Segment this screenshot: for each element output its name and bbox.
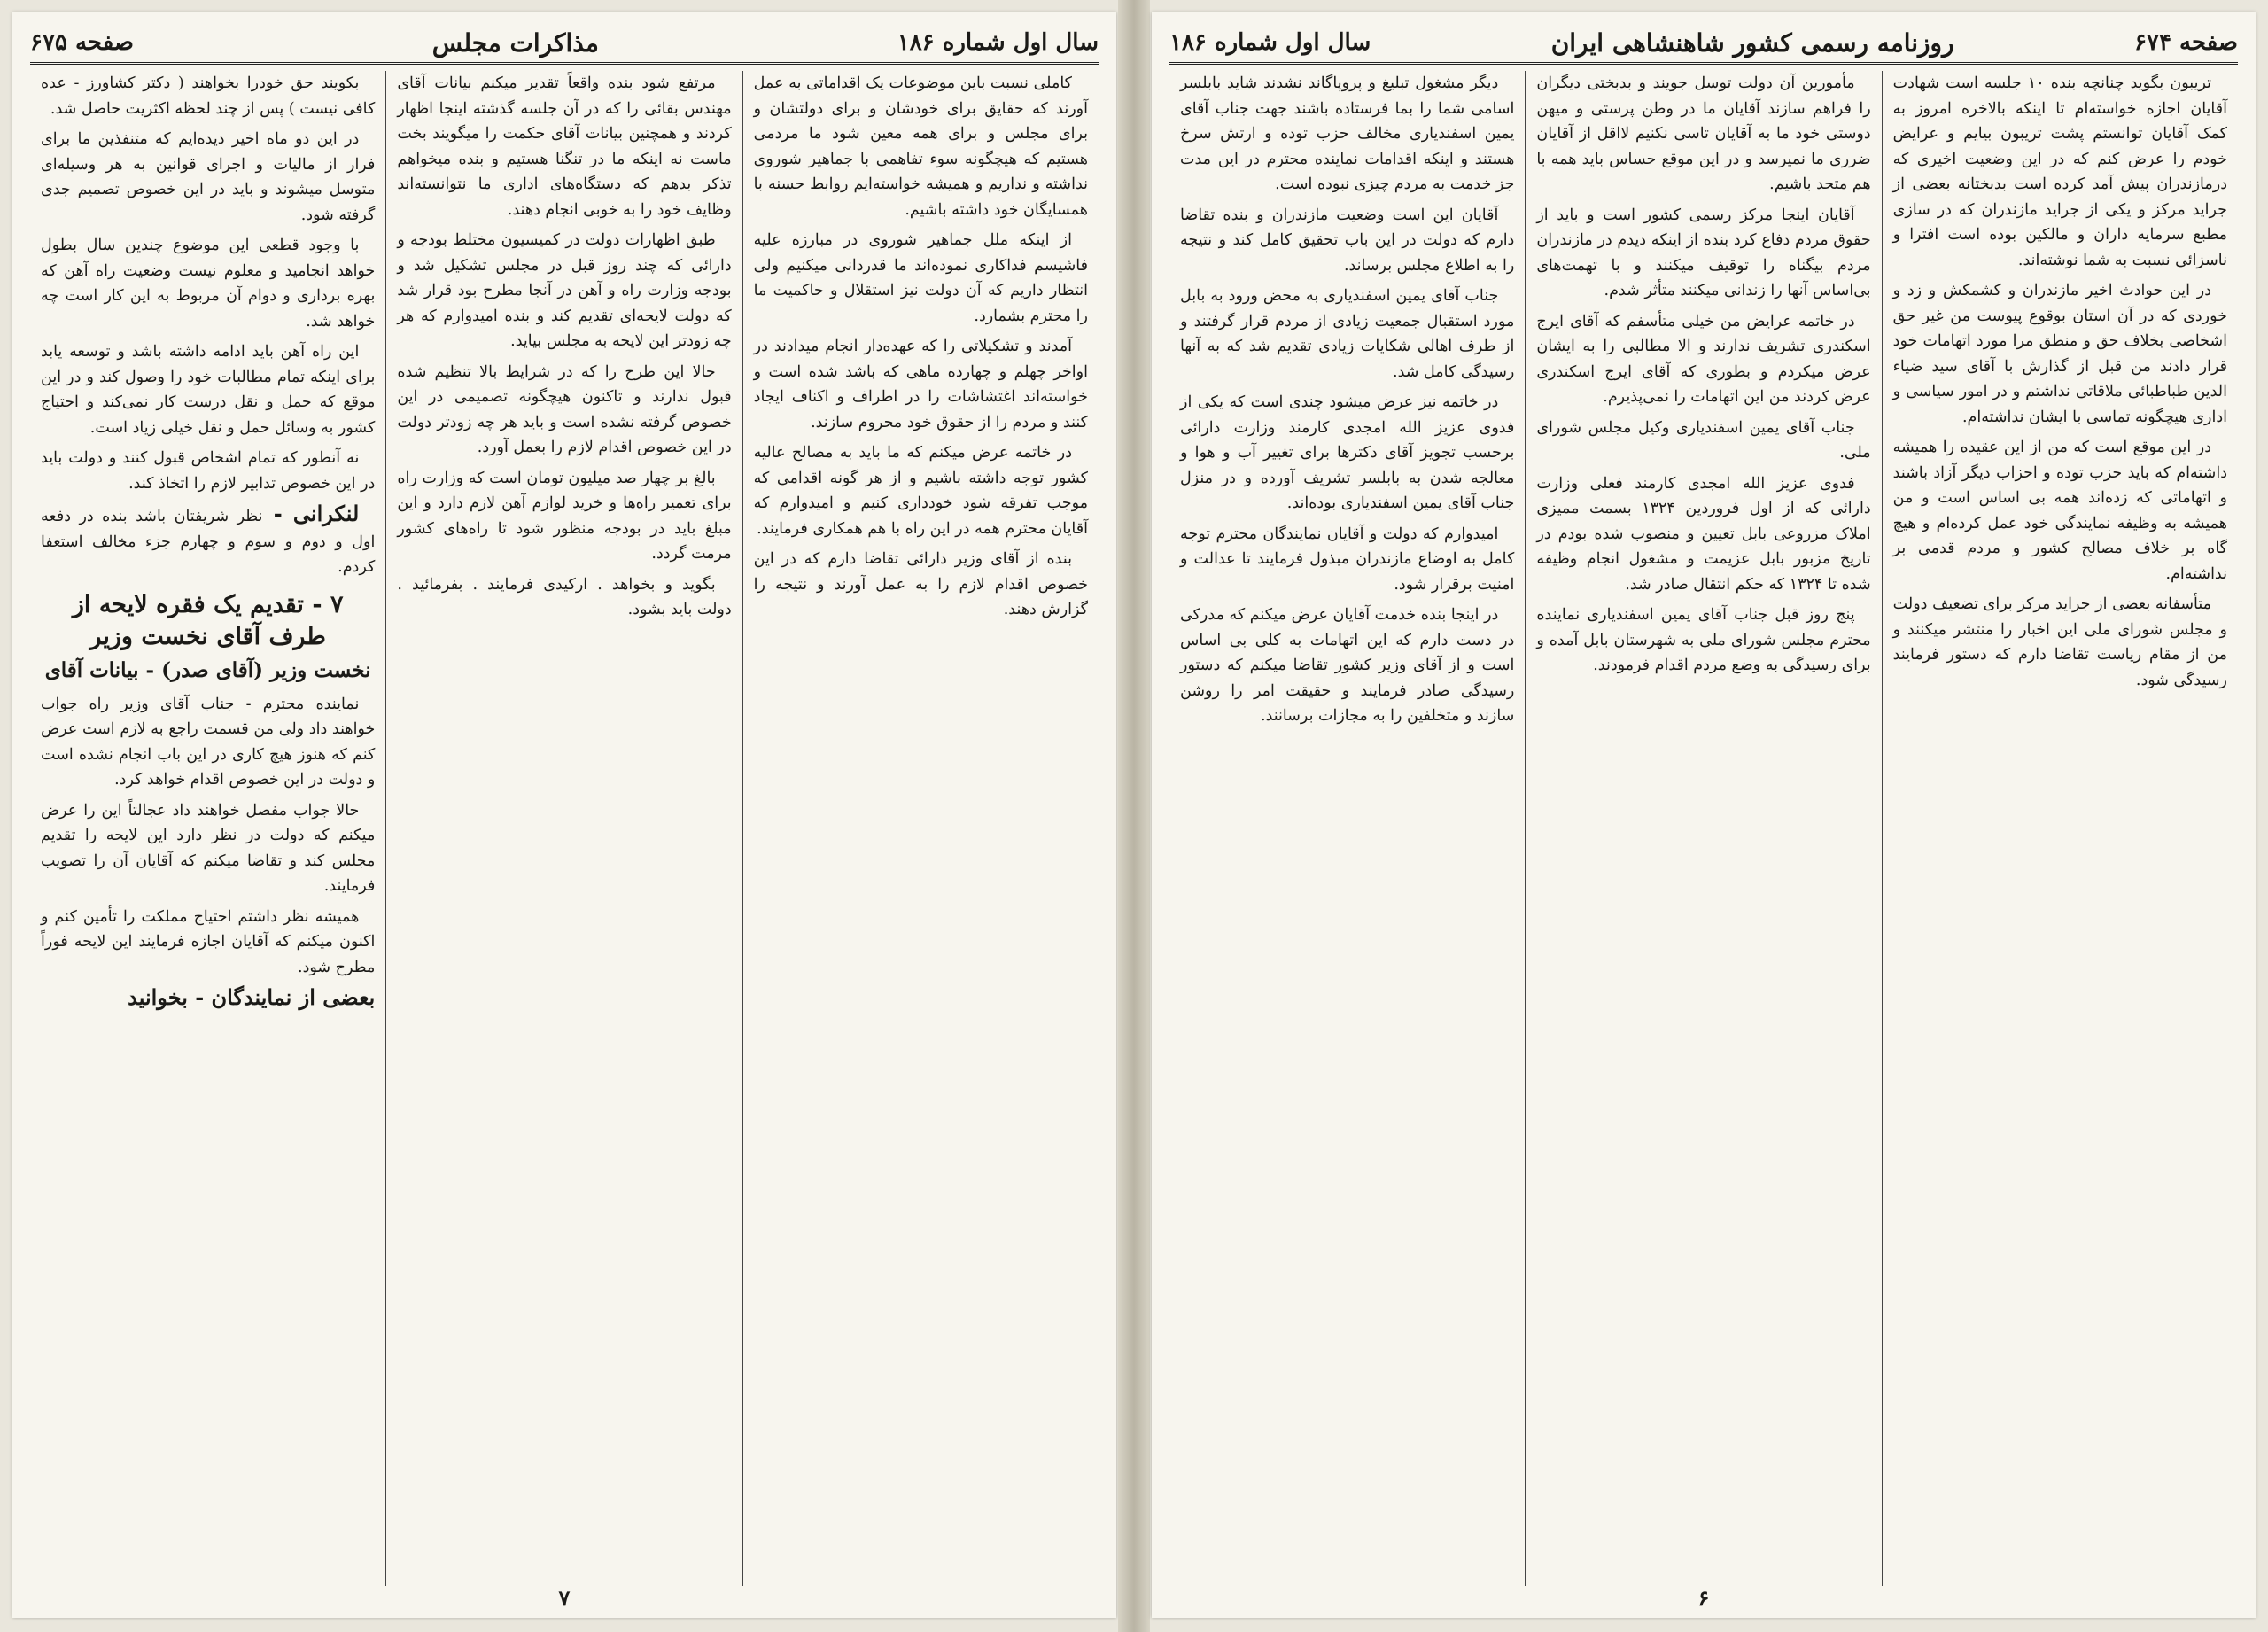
paragraph: این راه آهن باید ادامه داشته باشد و توسعه یابد برای اینکه تمام مطالبات خود را وصول کند و در این موقع که حمل و نقل درست کار نمی‌کند و احتیاج کشور به وسائل حمل و نقل خیلی زیاد است.	[41, 343, 376, 437]
right-column-1	[1882, 71, 2238, 1586]
left-header-title: مذاکرات مجلس	[431, 27, 599, 58]
right-masthead	[1169, 23, 2238, 65]
paragraph: متأسفانه بعضی از جراید مرکز برای تضعیف دولت و مجلس شورای ملی این اخبار را منتشر میکنند و من از مقام ریاست تقاضا دارم که دستور فرمایند رسیدگی شود.	[1892, 595, 2227, 689]
margin-note-paragraph: لنکرانی - نظر شریفتان باشد بنده در دفعه اول و دوم و سوم و چهارم جزء مخالف استعفا کردم.	[41, 501, 376, 576]
book-gutter	[1118, 0, 1150, 1632]
paragraph: کاملی نسبت باین موضوعات یک اقداماتی به عمل آورند که حقایق برای خودشان و برای دولتشان و برای مجلس و برای همه معین شود ما مردمی هستیم که هیچگونه سوء تفاهمی با جماهیر شوروی نداشته و نداریم و همیشه خواسته‌ایم روابط حسنه با همسایگان خود داشته باشیم.	[753, 74, 1088, 219]
paragraph: بالغ بر چهار صد میلیون تومان است که وزارت راه برای تعمیر راه‌ها و خرید لوازم آهن لازم دارد و این مبلغ باید در بودجه منظور شود تا راه‌های کشور مرمت گردد.	[397, 469, 732, 563]
left-page-number: ۷	[558, 1585, 571, 1611]
speaker-name: لنکرانی -	[262, 501, 360, 526]
paragraph: آقایان این است وضعیت مازندران و بنده تقاضا دارم که دولت در این باب تحقیق کامل کند و نتیجه را به اطلاع مجلس برساند.	[1180, 206, 1515, 275]
paragraph: در این موقع است که من از این عقیده را همیشه داشته‌ام که باید حزب توده و احزاب دیگر آزاد باشند و اتهاماتی که زده‌اند همه بی اساس است و من همیشه به وظیفه نمایندگی خود عمل کرده‌ام و هیچ گاه بر خلاف مصالح کشور و مردم قدمی بر نداشته‌ام.	[1892, 439, 2227, 583]
paragraph: در این دو ماه اخیر دیده‌ایم که متنفذین ما برای فرار از مالیات و اجرای قوانین به هر وسیله‌ای متوسل میشوند و باید در این خصوص تصمیم جدی گرفته شود.	[41, 130, 376, 224]
paragraph: جناب آقای یمین اسفندیاری وکیل مجلس شورای ملی.	[1536, 418, 1871, 462]
paragraph: مأمورین آن دولت توسل جویند و بدبختی دیگران را فراهم سازند آقایان ما در وطن پرستی و میهن دوستی خود ما به آقایان تاسی نکنیم لااقل از آقایان ضرری ما نمیرسد و در این موقع حساس باید همه با هم متحد باشیم.	[1536, 74, 1871, 193]
right-header-issue: سال اول شماره ۱۸۶	[1169, 29, 1371, 56]
right-page	[1152, 12, 2256, 1618]
paragraph: حالا این طرح را که در شرایط بالا تنظیم شده قبول ندارند و تاکنون هیچگونه تصمیمی در این خصوص گرفته نشده است و باید هر چه زودتر دولت در این خصوص اقدام لازم را بعمل آورد.	[397, 362, 732, 456]
paragraph: آمدند و تشکیلاتی را که عهده‌دار انجام میدادند در اواخر چهلم و چهارده ماهی که باشد شده است و خواسته‌اند اغتشاشات را در اطراف و اکناف ایجاد کنند و مردم را از حقوق خود محروم سازند.	[753, 338, 1088, 431]
paragraph: همیشه نظر داشتم احتیاج مملکت را تأمین کنم و اکنون میکنم که آقایان اجازه فرمایند این لایحه فوراً مطرح شود.	[41, 907, 376, 976]
right-page-number: ۶	[1697, 1585, 1710, 1611]
left-column-1	[742, 71, 1099, 1586]
paragraph: از اینکه ملل جماهیر شوروی در مبارزه علیه فاشیسم فداکاری نموده‌اند ما قدردانی میکنیم ولی انتظار داریم که آن دولت نیز استقلال و حاکمیت ما را محترم بشمارد.	[753, 231, 1088, 325]
left-page	[12, 12, 1116, 1618]
footer-heading: بعضی از نمایندگان - بخوانید	[128, 984, 376, 1010]
motion-headline: ۷ - تقدیم یک فقره لایحه از طرف آقای نخست وزیر	[72, 590, 344, 650]
left-masthead	[30, 23, 1099, 65]
paragraph: طبق اظهارات دولت در کمیسیون مختلط بودجه و دارائی که چند روز قبل در مجلس تشکیل شد و بودجه وزارت راه و آهن در آنجا مطرح بود قرار شد که دولت لایحه‌ای تقدیم کند و بنده امیدوارم که هر چه زودتر این لایحه به مجلس بیاید.	[397, 231, 732, 350]
left-column-3	[30, 71, 385, 1586]
paragraph: در خاتمه عرایض من خیلی متأسفم که آقای ایرج اسکندری تشریف ندارند و الا مطالبی را به ایشان عرض میکردم و بطوری که آقای ایرج اسکندری عرض کردند من این اتهامات را نمی‌پذیرم.	[1536, 312, 1871, 406]
left-columns	[30, 71, 1099, 1586]
paragraph: بگوید و بخواهد . ارکیدی فرمایند . بفرمائید . دولت باید بشود.	[397, 575, 732, 618]
left-header-issue: سال اول شماره ۱۸۶	[897, 29, 1099, 56]
right-column-3	[1169, 71, 1525, 1586]
paragraph: امیدوارم که دولت و آقایان نمایندگان محترم توجه کامل به اوضاع مازندران مبذول فرمایند تا عدالت و امنیت برقرار شود.	[1180, 525, 1515, 594]
left-column-2	[385, 71, 742, 1586]
paragraph: نه آنطور که تمام اشخاص قبول کنند و دولت باید در این خصوص تدابیر لازم را اتخاذ کند.	[41, 449, 376, 493]
paragraph: آقایان اینجا مرکز رسمی کشور است و باید از حقوق مردم دفاع کرد بنده از اینکه دیدم در مازندران مردم بیگناه را توقیف میکنند و با تهمت‌های بی‌اساس آنها را زندانی میکنند متأثر شدم.	[1536, 206, 1871, 299]
paragraph: در اینجا بنده خدمت آقایان عرض میکنم که مدرکی در دست دارم که این اتهامات به کلی بی اساس است و از آقای وزیر کشور تقاضا میکنم که دستور رسیدگی صادر فرمایند و حقیقت امر را روشن سازند و متخلفین را به مجازات برسانند.	[1180, 606, 1515, 725]
paragraph: در این حوادث اخیر مازندران و کشمکش و زد و خوردی که در آن استان بوقوع پیوست من غیر حق اشخاصی بخلاف حق و منطق مرا مورد اتهامات خود قرار دادند من قبل از گذارش با آقای سید ضیاء الدین طباطبائی ملاقاتی نداشتم و در امور سیاسی و اداری هیچگونه تماسی با ایشان نداشته‌ام.	[1892, 282, 2227, 426]
paragraph: نماینده محترم - جناب آقای وزیر راه جواب خواهند داد ولی من قسمت راجع به لازم است عرض کنم که هنوز هیچ کاری در این باب انجام نشده است و دولت در این خصوص اقدام خواهد کرد.	[41, 695, 376, 789]
paragraph: در خاتمه عرض میکنم که ما باید به مصالح عالیه کشور توجه داشته باشیم و از هر گونه اقدامی که موجب تفرقه شود خودداری کنیم و امیدوارم که آقایان محترم همه در این راه با هم همکاری فرمایند.	[753, 444, 1088, 538]
paragraph: دیگر مشغول تبلیغ و پروپاگاند نشدند شاید بابلسر اسامی شما را بما فرستاده باشند جهت جناب آقای یمین اسفندیاری مخالف حزب توده و ارتش سرخ هستند و اینکه اقدامات نماینده محترم در این مدت جز خدمت به مردم چیزی نبوده است.	[1180, 74, 1515, 193]
paragraph: پنج روز قبل جناب آقای یمین اسفندیاری نماینده محترم مجلس شورای ملی به شهرستان بابل آمده و برای رسیدگی به وضع مردم اقدام فرمودند.	[1536, 606, 1871, 674]
paragraph: بنده از آقای وزیر دارائی تقاضا دارم که در این خصوص اقدام لازم را به عمل آورند و نتیجه را گزارش دهند.	[753, 550, 1088, 618]
left-header-page: صفحه ۶۷۵	[30, 29, 134, 56]
paragraph: فدوی عزیز الله امجدی کارمند فعلی وزارت دارائی که از اول فروردین ۱۳۲۴ بسمت ممیزی املاک مزروعی بابل تعیین و منصوب شده بودم در تاریخ مزبور بابل عزیمت و مشغول انجام وظیفه شده تا ۱۳۲۴ که حکم انتقال صادر شد.	[1536, 474, 1871, 594]
right-column-2	[1525, 71, 1881, 1586]
paragraph: جناب آقای یمین اسفندیاری به محض ورود به بابل مورد استقبال جمعیت زیادی از مردم قرار گرفتند و از طرف اهالی شکایات زیادی تقدیم شد که به آنها رسیدگی کامل شد.	[1180, 287, 1515, 381]
right-columns	[1169, 71, 2238, 1586]
right-header-title: روزنامه رسمی کشور شاهنشاهی ایران	[1550, 27, 1954, 58]
paragraph: بکویند حق خودرا بخواهند ( دکتر کشاورز - عده کافی نیست ) پس از چند لحظه اکثریت حاصل شد.	[41, 74, 376, 118]
paragraph: در خاتمه نیز عرض میشود چندی است که یکی از فدوی عزیز الله امجدی کارمند وزارت دارائی برحسب تجویز آقای دکتر‌ها برای تغییر آب و هوا و معالجه شدن به بابلسر تشریف آورده و در منزل جناب آقای یمین اسفندیاری بوده‌اند.	[1180, 393, 1515, 512]
paragraph: تریبون بگوید چنانچه بنده ۱۰ جلسه است شهادت آقایان اجازه خواسته‌ام تا اینکه بالاخره امروز به کمک آقایان توانستم پشت تریبون بیایم و عرایض خودم را عرض کنم که در این وضعیت اخیری که درمازندران پیش آمد کرده است بدبختانه بعضی از جراید مرکز و یکی از جراید مازندران که در سازی مطبع سرمایه داران و مالکین بوده است افترا و ناسزائی نسبت به شما نوشته‌اند.	[1892, 74, 2227, 269]
paragraph: با وجود قطعی این موضوع چندین سال بطول خواهد انجامید و معلوم نیست وضعیت راه آهن که بهره برداری و دوام آن مربوط به این کار است چه خواهد شد.	[41, 237, 376, 330]
paragraph: حالا جواب مفصل خواهند داد عجالتاً این را عرض میکنم که دولت در نظر دارد این لایحه را تقدیم مجلس کند و تقاضا میکنم که آقایان آن را تصویب فرمایند.	[41, 801, 376, 895]
paragraph: مرتفع شود بنده واقعاً تقدیر میکنم بیانات آقای مهندس بقائی را که در آن جلسه گذشته اینجا اظهار کردند و همچنین بیانات آقای حکمت را میگویند بخت ماست نه اینکه ما در تنگنا هستیم و بنده میخواهم تذکر بدهم که دستگاه‌های اداری ما نتوانسته‌اند وظایف خود را به خوبی انجام دهند.	[397, 74, 732, 219]
right-header-page: صفحه ۶۷۴	[2134, 29, 2238, 56]
motion-subhead: نخست وزیر (آقای صدر) - بیانات آقای	[44, 657, 371, 682]
